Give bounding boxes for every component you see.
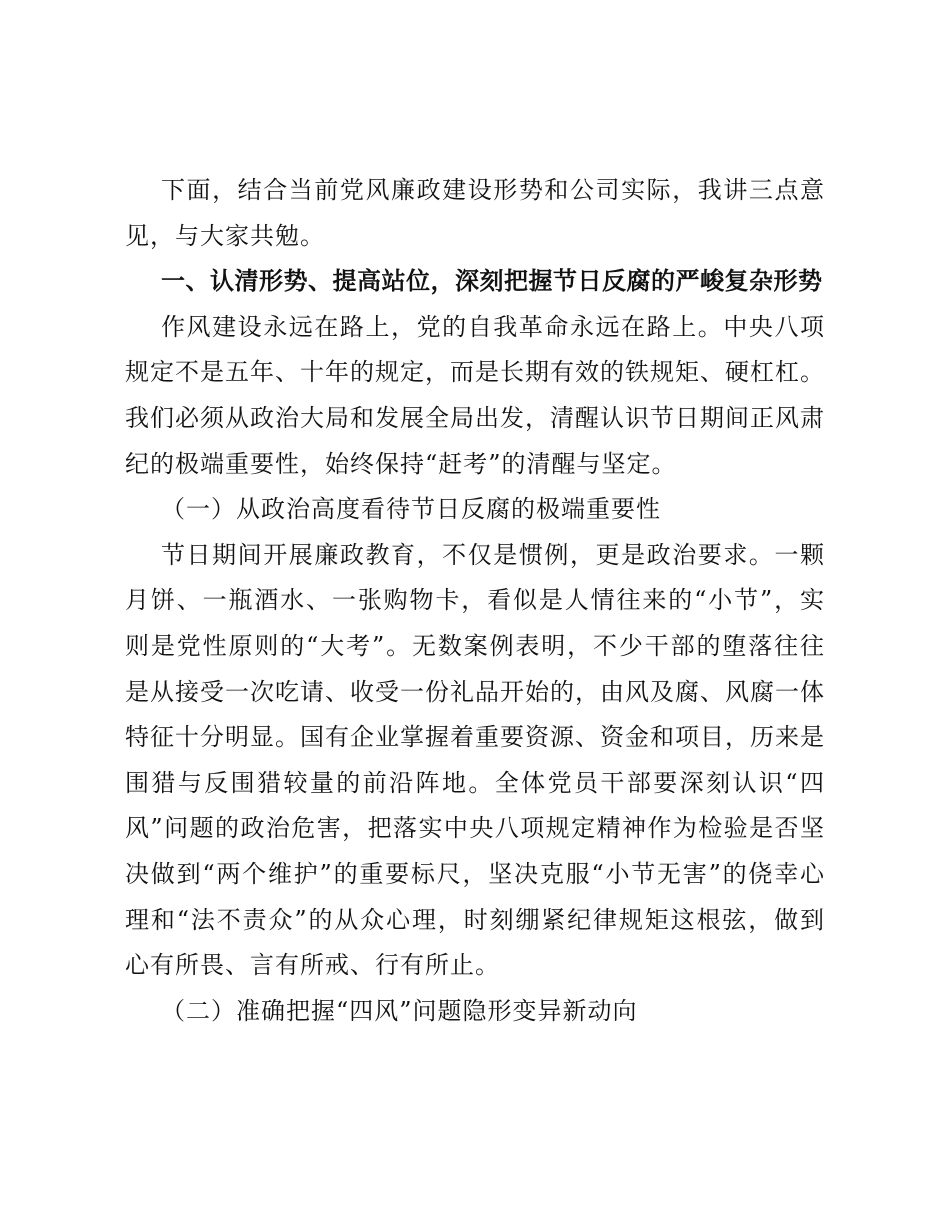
subsection-heading-2: （二）准确把握“四风”问题隐形变异新动向 <box>161 996 638 1025</box>
document-body <box>125 168 825 1034</box>
section-heading-1: 一、认清形势、提高站位，深刻把握节日反腐的严峻复杂形势 <box>161 267 823 296</box>
intro-paragraph: 下面，结合当前党风廉政建设形势和公司实际，我讲三点意见，与大家共勉。 <box>125 176 825 250</box>
subsection-heading-1: （一）从政治高度看待节日反腐的极端重要性 <box>161 495 661 524</box>
subsection-1-paragraph: 节日期间开展廉政教育，不仅是惯例，更是政治要求。一颗月饼、一瓶酒水、一张购物卡，看似是人情往来的“小节”，实则是党性原则的“大考”。无数案例表明，不少干部的堕落往往是从接受一次吃请、收受一份礼品开始的，由风及腐、风腐一体特征十分明显。国有企业掌握着重要资源、资金和项目，历来是围猎与反围猎较量的前沿阵地。全体党员干部要深刻认识“四风”问题的政治危害，把落实中央八项规定精神作为检验是否坚决做到“两个维护”的重要标尺，坚决克服“小节无害”的侥幸心理和“法不责众”的从众心理，时刻绷紧纪律规矩这根弦，做到心有所畏、言有所戒、行有所止。 <box>125 540 825 980</box>
section-1-paragraph: 作风建设永远在路上，党的自我革命永远在路上。中央八项规定不是五年、十年的规定，而是长期有效的铁规矩、硬杠杠。我们必须从政治大局和发展全局出发，清醒认识节日期间正风肃纪的极端重要性，始终保持“赶考”的清醒与坚定。 <box>125 312 825 478</box>
